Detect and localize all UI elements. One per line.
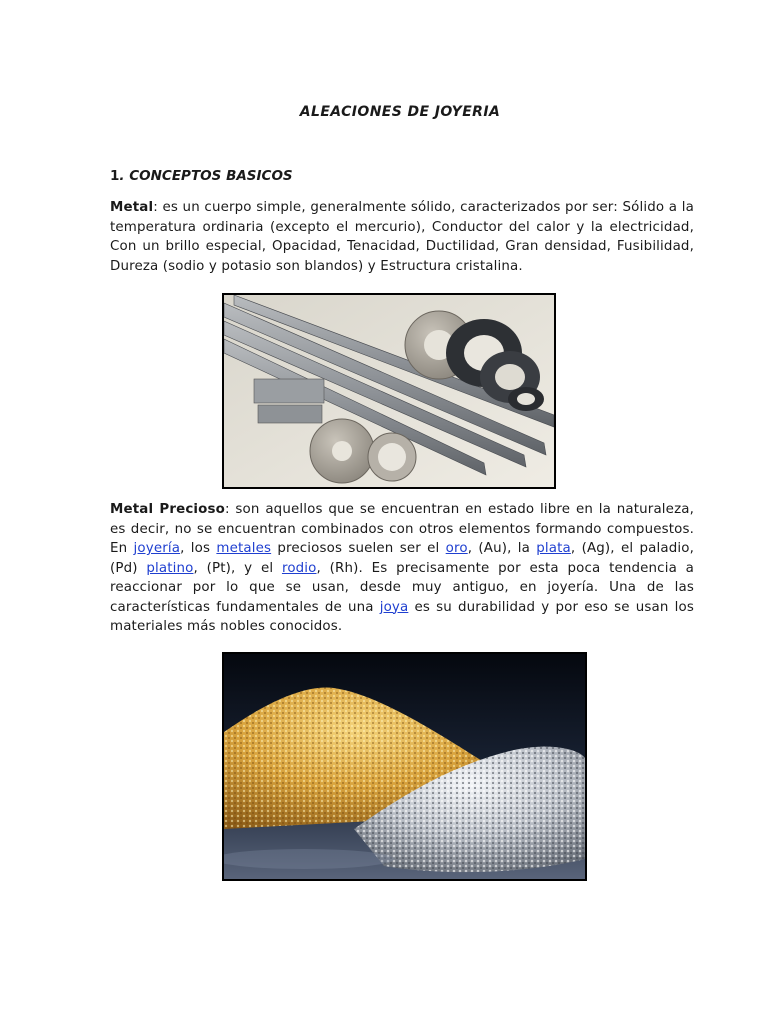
section-heading xyxy=(110,168,293,184)
link-joyeria[interactable]: joyería xyxy=(133,541,181,556)
gold-silver-grains-image xyxy=(222,652,587,881)
paragraph-text: , (Ag), el paladio, (Pd) xyxy=(110,541,694,576)
link-oro[interactable]: oro xyxy=(445,541,468,556)
paragraph-metal xyxy=(110,198,694,276)
paragraph-text: : son aquellos que se encuentran en estado libre en la naturaleza, es decir, no se encuentran combinados con otros elementos formando compuestos. En xyxy=(110,502,695,556)
link-metales[interactable]: metales xyxy=(216,541,272,556)
paragraph-text: , (Pt), y el xyxy=(193,560,282,576)
link-plata[interactable]: plata xyxy=(536,541,571,556)
term-metal-precioso: Metal Precioso xyxy=(110,502,225,517)
paragraph-metal-text: : es un cuerpo simple, generalmente sólido, caracterizados por ser: Sólido a la temperatura ordinaria (excepto el mercurio), Conductor del calor y la electricidad, Con un brillo especial, Opacidad, Tenacidad, Ductilidad, Gran densidad, Fusibilidad, Dureza (sodio y potasio son blandos) y Estructura cristalina. xyxy=(110,200,694,274)
metal-parts-image xyxy=(222,293,556,489)
document-title: ALEACIONES DE JOYERIA xyxy=(299,104,501,120)
paragraph-text: , (Rh). Es precisamente por esta poca tendencia a reaccionar por lo que se usan, desde muy antiguo, en joyería. Una de las características fundamentales de una xyxy=(110,560,695,615)
section-title: CONCEPTOS BASICOS xyxy=(129,168,293,184)
link-rodio[interactable]: rodio xyxy=(281,560,317,576)
paragraph-text: , los xyxy=(180,541,217,556)
link-joya[interactable]: joya xyxy=(379,599,409,615)
paragraph-metal-precioso xyxy=(110,500,694,637)
paragraph-text: , (Au), la xyxy=(467,541,537,556)
term-metal: Metal xyxy=(110,200,154,215)
section-separator: . xyxy=(119,168,130,184)
paragraph-text: es su durabilidad y por eso se usan los materiales más nobles conocidos. xyxy=(110,599,694,634)
section-number: 1 xyxy=(110,168,120,184)
paragraph-text: preciosos suelen ser el xyxy=(271,541,446,556)
link-platino[interactable]: platino xyxy=(146,560,194,576)
